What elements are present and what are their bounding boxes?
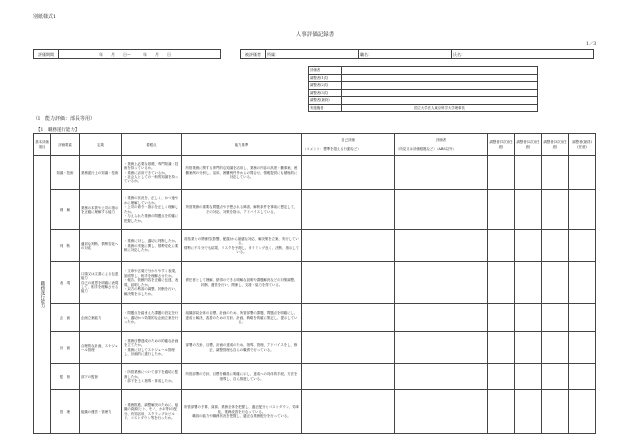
evaluator-row-label: 調整者(2次) (309, 82, 342, 90)
header-self-eval-title: 自己評価 (341, 138, 355, 143)
implementer-value: 国立大学法人東京科学大学理事長 (342, 104, 538, 112)
table-row (34, 156, 596, 190)
self-eval-input[interactable] (302, 332, 395, 364)
focus-cell: ・業務に対し、適切に判断したか。 ・業務の実施に関し、情勢変化に柔軟に対応したか。 (122, 230, 182, 262)
definition-cell: 業務の本質や上司の指示を正確に理解する能力 (80, 190, 122, 230)
evaluator-input[interactable] (395, 262, 488, 304)
header-self-eval (302, 134, 395, 156)
adj-final-input[interactable] (569, 156, 596, 190)
element-cell: 判 断 (51, 230, 80, 262)
definition-cell: 適切な判断、情勢変化への対応 (80, 230, 122, 262)
table-row (34, 304, 596, 332)
focus-cell: ・業務推進、調整解決のために、組織の資源(ヒト、モノ、カネ等)の配分、有効活用、スクラップ＆ビルド、コストダウン等を行ったか。 (122, 390, 182, 434)
self-eval-input[interactable] (302, 156, 395, 190)
adj3-input[interactable] (542, 332, 569, 364)
header-element: 評価要素 (51, 134, 80, 156)
standard-cell: 所管業務に関する専門的な知識を活用し、業務の内容の高度・難事案、困難案例の分析し、活用、困難例件外からの問合せ、情報提供にも積極的に対応している。 (182, 156, 302, 190)
standard-cell: 所管部署の方針、目標を職員に明確に示し、達成への具体的手段、方法を指導し、自ら推進している。 (182, 364, 302, 390)
header-adj1: 調整者(1次)(任意) (488, 134, 515, 156)
header-adj2: 調整者(2次)(任意) (515, 134, 542, 156)
adj3-input[interactable] (542, 230, 569, 262)
self-eval-input[interactable] (302, 364, 395, 390)
adj-final-input[interactable] (569, 190, 596, 230)
period-box (33, 49, 221, 59)
header-basic-item: 基本評価項目 (34, 134, 51, 156)
standard-cell: 部署の方針、目標、計画の達成のため、指導、管理、アドバイスをし、修正、調整管理も自らの職責で行っている。 (182, 332, 302, 364)
adj1-input[interactable] (488, 190, 515, 230)
definition-cell: 組織の運営・管理力 (80, 390, 122, 434)
self-eval-input[interactable] (302, 190, 395, 230)
adj1-input[interactable] (488, 156, 515, 190)
focus-cell: ・所管業務について部下を適切に監督したか。 ・部下を上く指導・育成したか。 (122, 364, 182, 390)
position-field[interactable]: 職名： (359, 50, 452, 59)
element-cell: 表 現 (51, 262, 80, 304)
standard-cell: 所管部署の予算、資源、業務全体を把握し、適正配分とコストダウン、効率化、業務改善を行なっている。 職員の能力や職務状況を把握し、適正な業務配分を行っている。 (182, 390, 302, 434)
self-eval-input[interactable] (302, 230, 395, 262)
focus-cell: ・問題点を踏まえた課題の設定を行い、適切かつ効果的な企画立案を行ったか。 (122, 304, 182, 332)
evaluator-row-label: 実施権者 (309, 104, 342, 112)
evaluator-input[interactable] (395, 304, 488, 332)
standard-cell: 所管業務の重要な問題点や予想される障害、解釈条件を事前に想定して、その対応、対策を指示、アドバイスしている。 (182, 190, 302, 230)
adj3-input[interactable] (542, 304, 569, 332)
page-number: 1／3 (586, 42, 597, 47)
table-row (34, 190, 596, 230)
evaluation-table (33, 133, 596, 434)
adj2-input[interactable] (515, 364, 542, 390)
adj3-input[interactable] (542, 390, 569, 434)
definition-cell: 業務遂行上の知識・技術 (80, 156, 122, 190)
evaluator-row-value[interactable] (342, 82, 538, 90)
header-evaluator-title: 評価者 (435, 138, 447, 143)
definition-cell: 部下の監督 (80, 364, 122, 390)
header-focus: 着眼点 (122, 134, 182, 156)
focus-cell: ・文章や言葉で分かりやすく表現、説明等し、相手を理解させたか。 ・報告、依頼内容を正確に伝達、表現、説明したか。 ・双方の利害の調整、折衝を行い、解決策を示したか。 (122, 262, 182, 304)
table-row (34, 332, 596, 364)
adj-final-input[interactable] (569, 262, 596, 304)
standard-cell: 組織部局全体の目標、計画のため、所管部署の課題、問題点を明確にし、達成と解決、改善のための方針、計画、戦略を的確に策定し、提示している。 (182, 304, 302, 332)
adj3-input[interactable] (542, 364, 569, 390)
table-row (34, 390, 596, 434)
period-text[interactable]: 年 月 日～ 年 月 日 (59, 50, 221, 59)
adj1-input[interactable] (488, 230, 515, 262)
definition-cell: 合理的な計画、スケジュール管理 (80, 332, 122, 364)
affiliation-field[interactable]: 所属： (266, 50, 359, 59)
evaluator-box (308, 66, 538, 112)
standard-cell: 総括業との関係性(影響、配慮)から最適な対応、解決策を立案、実行している。 情勢に不斗分でも結果、リスクを予測し、タイミング良く、決断、指示している。 (182, 230, 302, 262)
basic-item-label: 職務遂行能力 (34, 156, 51, 434)
element-cell: 理 解 (51, 190, 80, 230)
name-field[interactable]: 氏名： (452, 50, 594, 59)
element-cell: 管 理 (51, 390, 80, 434)
self-eval-input[interactable] (302, 262, 395, 304)
header-evaluator-comment: （所見又は評価根拠など）（ABS以外） (396, 146, 456, 151)
adj2-input[interactable] (515, 262, 542, 304)
adj1-input[interactable] (488, 390, 515, 434)
evaluator-row-label: 調整者(最終) (309, 97, 342, 105)
adj2-input[interactable] (515, 190, 542, 230)
evaluator-input[interactable] (395, 364, 488, 390)
adj1-input[interactable] (488, 332, 515, 364)
table-row (34, 364, 596, 390)
evaluator-input[interactable] (395, 332, 488, 364)
adj1-input[interactable] (488, 364, 515, 390)
adj-final-input[interactable] (569, 390, 596, 434)
definition-cell: 企画立案能力 (80, 304, 122, 332)
evaluator-row-label: 評価者 (309, 67, 342, 75)
adj1-input[interactable] (488, 262, 515, 304)
adj-final-input[interactable] (569, 332, 596, 364)
section-title: （Ⅰ 能力評価：部長等用） (33, 116, 95, 122)
adj-final-input[interactable] (569, 230, 596, 262)
adj-final-input[interactable] (569, 364, 596, 390)
evaluator-input[interactable] (395, 230, 488, 262)
header-standard: 能力基準 (182, 134, 302, 156)
header-evaluator (395, 134, 488, 156)
evaluator-row-value[interactable] (342, 67, 538, 75)
focus-cell: ・業務の状況を、正しく、かつ速やかに理解しているか。 ・上司の命令・指示を正しく理解したか。 ・与えられた業務の問題点を的確に把握したか。 (122, 190, 182, 230)
focus-cell: ・業務上必要な基礎、専門知識・技術を持っているか。 ・業務に活用できているか。 ・社会人としての一般的知識を持っているか。 (122, 156, 182, 190)
evaluator-input[interactable] (395, 156, 488, 190)
adj2-input[interactable] (515, 230, 542, 262)
element-cell: 計 画 (51, 332, 80, 364)
adj2-input[interactable] (515, 304, 542, 332)
section-subtitle: 【1 職務遂行能力】 (36, 128, 80, 133)
adj3-input[interactable] (542, 190, 569, 230)
evaluator-row-label: 調整者(3次) (309, 89, 342, 97)
element-cell: 知識・技術 (51, 156, 80, 190)
header-self-eval-comment: （コメント：標準を超える行動など） (303, 146, 361, 151)
self-eval-input[interactable] (302, 390, 395, 434)
evaluator-row-value[interactable] (342, 74, 538, 82)
table-row (34, 262, 596, 304)
evaluator-row-value[interactable] (342, 97, 538, 105)
adj1-input[interactable] (488, 304, 515, 332)
evaluatee-label: 被評価者 (241, 50, 266, 59)
adj3-input[interactable] (542, 262, 569, 304)
evaluator-input[interactable] (395, 190, 488, 230)
focus-cell: ・業務目標達成のための的確な計画を立てたか。 ・業務に対してスケジュール管理し、計画的に遂行したか。 (122, 332, 182, 364)
adj2-input[interactable] (515, 156, 542, 190)
element-cell: 監 督 (51, 364, 80, 390)
table-row (34, 230, 596, 262)
header-definition: 定義 (80, 134, 122, 156)
evaluatee-box (240, 49, 594, 59)
evaluator-row-label: 調整者(1次) (309, 74, 342, 82)
form-code: 別紙様式1 (33, 14, 57, 20)
standard-cell: 責任者として理解、納得のできる明解な説明や課題解決などの対策調整、折衝、運営を行い、関係し、支援・協力を得ている。 (182, 262, 302, 304)
element-cell: 企 画 (51, 304, 80, 332)
evaluator-row-value[interactable] (342, 89, 538, 97)
adj3-input[interactable] (542, 156, 569, 190)
adj2-input[interactable] (515, 390, 542, 434)
self-eval-input[interactable] (302, 304, 395, 332)
adj-final-input[interactable] (569, 304, 596, 332)
adj2-input[interactable] (515, 332, 542, 364)
evaluator-input[interactable] (395, 390, 488, 434)
definition-cell: 口頭又は文書による伝達能力 自己の意思を明確に表現して、相手を理解させる能力 (80, 262, 122, 304)
page-title: 人事評価記録書 (295, 32, 335, 38)
header-adj3: 調整者(3次)(任意) (542, 134, 569, 156)
period-label: 評価期間 (34, 50, 59, 59)
header-adj-final: 調整者(最終)(任意) (569, 134, 596, 156)
